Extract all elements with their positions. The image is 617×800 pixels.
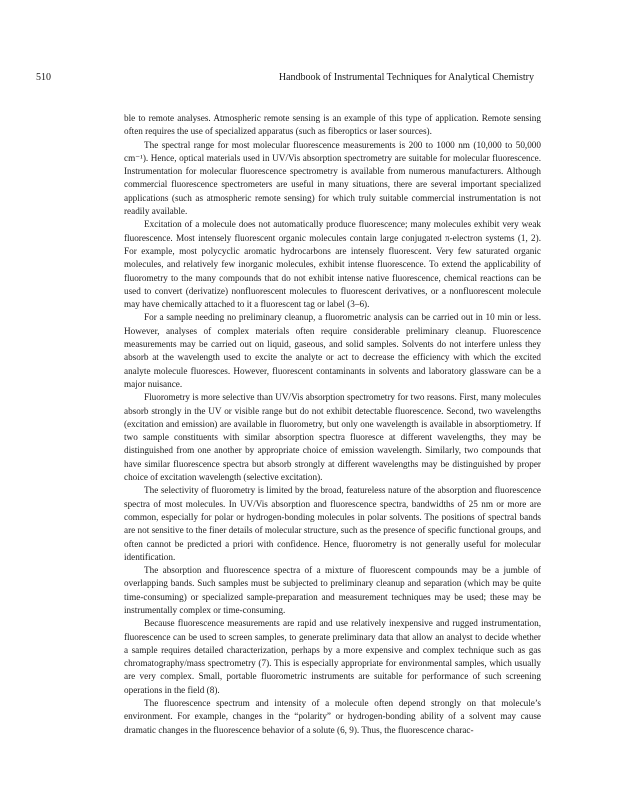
paragraph-continued: ble to remote analyses. Atmospheric remote sensing is an example of this type of application. Remote sensing often requires the use of specialized apparatus (such as fiberoptics or laser sources). xyxy=(124,113,541,137)
paragraph-environment: The fluorescence spectrum and intensity of a molecule often depend strongly on that molecule’s environment. For example, changes in the “polarity” or hydrogen-bonding ability of a solvent may cause dramatic changes in the fluorescence behavior of a solute (6, 9). Thus, the fluorescence charac- xyxy=(124,698,541,735)
page-number: 510 xyxy=(36,72,51,83)
paragraph-excitation: Excitation of a molecule does not automatically produce fluorescence; many molecules exhibit very weak fluorescence. Most intensely fluorescent organic molecules contain large conjugated π-electron systems (1, 2). For example, most polycyclic aromatic hydrocarbons are intensely fluorescent. Very few saturated organic molecules, and relatively few inorganic molecules, exhibit intense fluorescence. To extend the applicability of fluorometry to the many compounds that do not exhibit intense native fluorescence, chemical reactions can be used to convert (derivatize) nonfluorescent molecules to fluorescent derivatives, or a nonfluorescent molecule may have chemically attached to it a fluorescent tag or label (3–6). xyxy=(124,219,541,310)
paragraph-selectivity-reasons: Fluorometry is more selective than UV/Vis absorption spectrometry for two reasons. First, many molecules absorb strongly in the UV or visible range but do not exhibit detectable fluorescence. Second, two wavelengths (excitation and emission) are available in fluorometry, but only one wavelength is available in absorptiometry. If two sample constituents with similar absorption spectra fluoresce at different wavelengths, they may be distinguished from one another by appropriate choice of emission wavelength. Similarly, two compounds that have similar fluorescence spectra but absorb strongly at different wavelengths may be distinguished by proper choice of excitation wavelength (selective excitation). xyxy=(124,392,541,483)
body-text xyxy=(124,112,541,737)
paragraph-mixtures: The absorption and fluorescence spectra of a mixture of fluorescent compounds may be a jumble of overlapping bands. Such samples must be subjected to preliminary cleanup and separation (which may be quite time-consuming) or specialized sample-preparation and measurement techniques may be used; these may be instrumentally complex or time-consuming. xyxy=(124,565,541,615)
paragraph-sample-cleanup: For a sample needing no preliminary cleanup, a fluorometric analysis can be carried out in 10 min or less. However, analyses of complex materials often require considerable preliminary cleanup. Fluorescence measurements may be carried out on liquid, gaseous, and solid samples. Solvents do not interfere unless they absorb at the wavelength used to excite the analyte or act to decrease the efficiency with which the excited analyte molecule fluoresces. However, fluorescent contaminants in solvents and laboratory glassware can be a major nuisance. xyxy=(124,312,541,389)
running-head: Handbook of Instrumental Techniques for Analytical Chemistry xyxy=(278,72,534,83)
paragraph-spectral-range: The spectral range for most molecular fluorescence measurements is 200 to 1000 nm (10,000 to 50,000 cm⁻¹). Hence, optical materials used in UV/Vis absorption spectrometry are suitable for molecular fluorescence. Instrumentation for molecular fluorescence spectrometry is available from numerous manufacturers. Although commercial fluorescence spectrometers are useful in many situations, there are several important specialized applications (such as atmospheric remote sensing) for which truly suitable commercial instrumentation is not readily available. xyxy=(124,139,541,217)
paragraph-screening: Because fluorescence measurements are rapid and use relatively inexpensive and rugged instrumentation, fluorescence can be used to screen samples, to generate preliminary data that allow an analyst to decide whether a sample requires detailed characterization, perhaps by a more expensive and complex technique such as gas chromatography/mass spectrometry (7). This is especially appropriate for environmental samples, which usually are very complex. Small, portable fluorometric instruments are suitable for performance of such screening operations in the field (8). xyxy=(124,618,541,695)
paragraph-selectivity-limits: The selectivity of fluorometry is limited by the broad, featureless nature of the absorption and fluorescence spectra of most molecules. In UV/Vis absorption and fluorescence spectra, bandwidths of 25 nm or more are common, especially for polar or hydrogen-bonding molecules in polar solvents. The positions of spectral bands are not sensitive to the finer details of molecular structure, such as the presence of specific functional groups, and often cannot be predicted a priori with confidence. Hence, fluorometry is not generally useful for molecular identification. xyxy=(124,485,541,562)
